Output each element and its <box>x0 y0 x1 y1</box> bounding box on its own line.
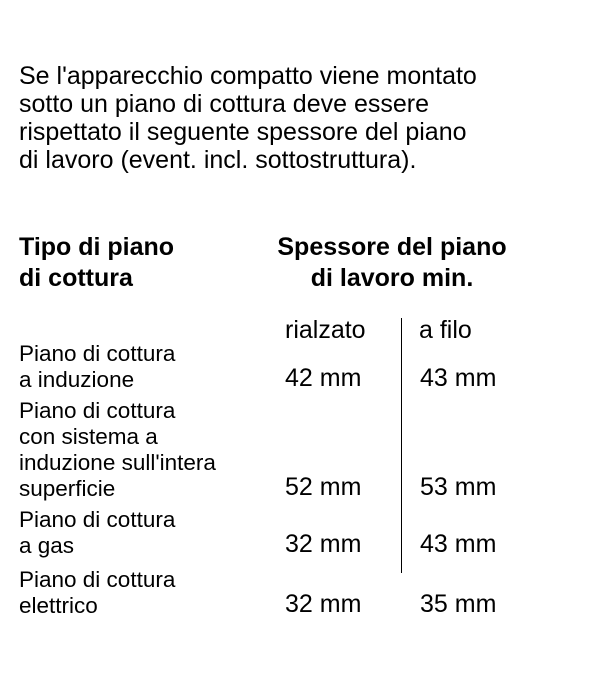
column-divider <box>401 318 402 573</box>
row-electric-flush: 35 mm <box>420 590 497 618</box>
row-gas-raised: 32 mm <box>285 530 362 558</box>
hob-type-header: Tipo di piano di cottura <box>19 233 175 292</box>
row-full-surface-induction-flush: 53 mm <box>420 473 497 501</box>
row-label-gas: Piano di cottura a gas <box>19 507 176 558</box>
row-full-surface-induction-raised: 52 mm <box>285 473 362 501</box>
row-label-full-surface-induction: Piano di cottura con sistema a induzione sull'intera superficie <box>19 398 216 501</box>
flush-subheader: a filo <box>419 316 472 344</box>
worktop-thickness-header: Spessore del piano di lavoro min. <box>277 233 507 292</box>
intro-paragraph: Se l'apparecchio compatto viene montato sotto un piano di cottura deve essere rispettato il seguente spessore del piano di lavoro (event. incl. sottostruttura). <box>19 62 477 174</box>
row-induction-raised: 42 mm <box>285 364 362 392</box>
row-label-induction: Piano di cottura a induzione <box>19 341 176 392</box>
row-label-electric: Piano di cottura elettrico <box>19 567 176 618</box>
row-induction-flush: 43 mm <box>420 364 497 392</box>
row-electric-raised: 32 mm <box>285 590 362 618</box>
row-gas-flush: 43 mm <box>420 530 497 558</box>
raised-subheader: rialzato <box>285 316 366 344</box>
